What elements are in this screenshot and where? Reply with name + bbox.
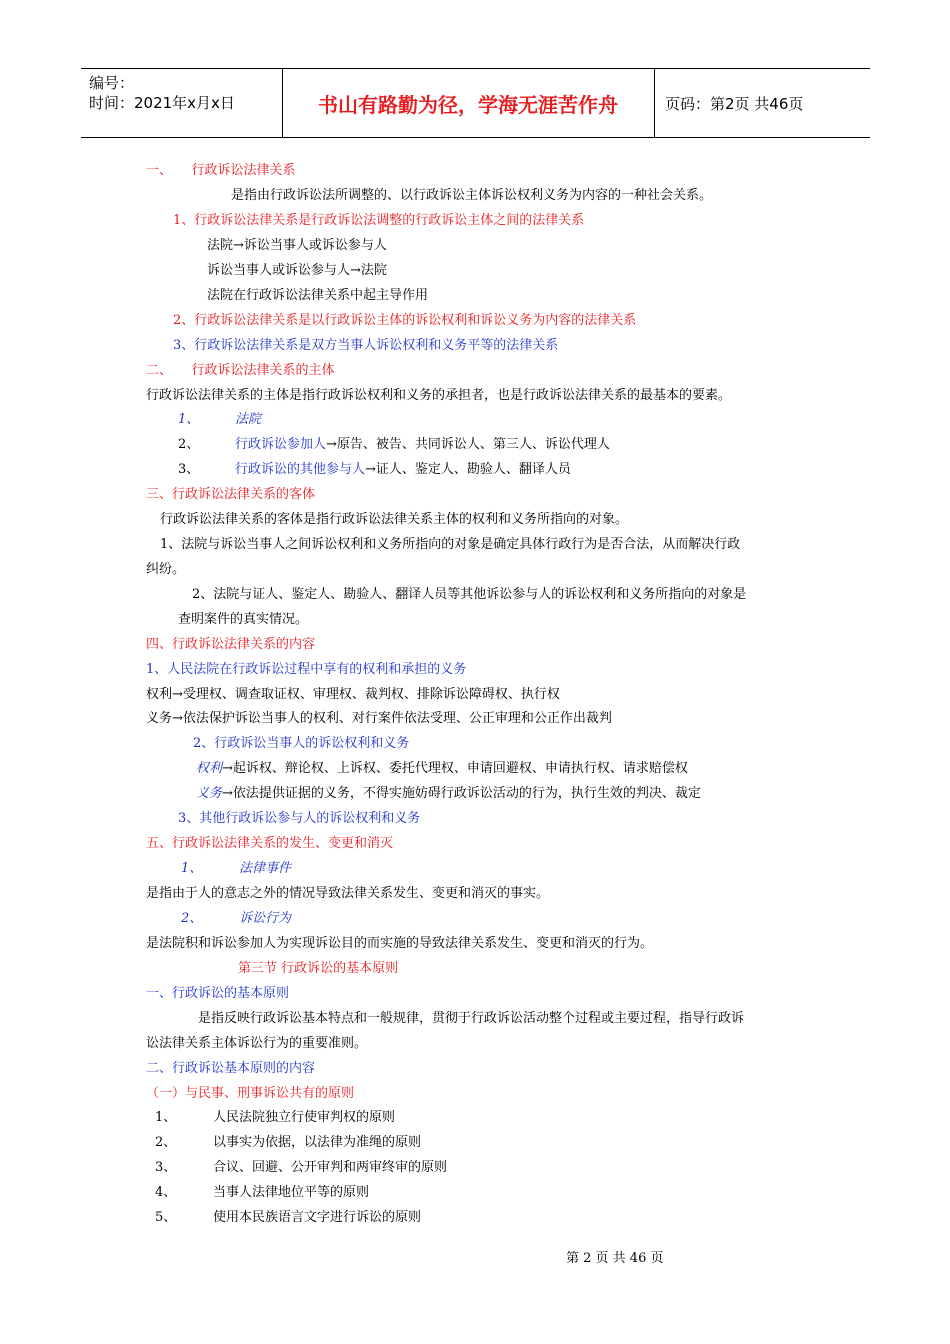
paragraph: 讼法律关系主体诉讼行为的重要准则。 bbox=[146, 1036, 368, 1051]
subheading: 3、其他行政诉讼参与人的诉讼权利和义务 bbox=[178, 811, 421, 826]
document-time-label: 时间：2021年x月x日 bbox=[89, 94, 235, 112]
header-motto: 书山有路勤为径，学海无涯苦作舟 bbox=[318, 92, 618, 117]
list-item-number: 3、 bbox=[155, 1160, 177, 1175]
header-page-label: 页码：第2页 共46页 bbox=[665, 94, 804, 113]
list-item-label: 行政诉讼参加人 bbox=[235, 437, 327, 452]
section-heading: 一、行政诉讼的基本原则 bbox=[146, 986, 290, 1001]
paragraph: 行政诉讼法律关系的客体是指行政诉讼法律关系主体的权利和义务所指向的对象。 bbox=[160, 512, 629, 527]
list-item bbox=[196, 760, 688, 778]
section-heading: 二、行政诉讼基本原则的内容 bbox=[146, 1061, 316, 1076]
section-heading: 二、 行政诉讼法律关系的主体 bbox=[146, 363, 335, 378]
list-item-number: 2、 bbox=[178, 437, 200, 452]
subheading: 1、人民法院在行政诉讼过程中享有的权利和承担的义务 bbox=[146, 662, 467, 677]
list-item-number: 3、 bbox=[178, 462, 200, 477]
subheading: 1、行政诉讼法律关系是行政诉讼法调整的行政诉讼主体之间的法律关系 bbox=[173, 213, 585, 228]
paragraph: 纠纷。 bbox=[146, 562, 186, 577]
list-item-number: 4、 bbox=[155, 1185, 177, 1200]
list-item-number: 1、 bbox=[181, 861, 203, 876]
paragraph: 是指由行政诉讼法所调整的、以行政诉讼主体诉讼权利义务为内容的一种社会关系。 bbox=[231, 188, 713, 203]
paragraph: 法院→诉讼当事人或诉讼参与人 bbox=[207, 238, 387, 253]
paragraph: 是指反映行政诉讼基本特点和一般规律，贯彻于行政诉讼活动整个过程或主要过程，指导行政诉 bbox=[198, 1011, 745, 1026]
list-item-label: 当事人法律地位平等的原则 bbox=[213, 1185, 370, 1200]
paragraph: 行政诉讼法律关系的主体是指行政诉讼权利和义务的承担者，也是行政诉讼法律关系的最基本的要素。 bbox=[146, 388, 732, 403]
header-meta bbox=[89, 73, 235, 113]
paragraph: 1、法院与诉讼当事人之间诉讼权利和义务所指向的对象是确定具体行政行为是否合法，从而解决行政 bbox=[160, 537, 741, 552]
header-divider bbox=[654, 69, 655, 137]
list-item-label: 行政诉讼的其他参与人 bbox=[235, 462, 366, 477]
paragraph: 权利→受理权、调查取证权、审理权、裁判权、排除诉讼障碍权、执行权 bbox=[146, 687, 560, 702]
list-item-detail: →起诉权、辩论权、上诉权、委托代理权、申请回避权、申请执行权、请求赔偿权 bbox=[222, 761, 688, 776]
list-item-label: 法律事件 bbox=[239, 861, 292, 876]
paragraph: 是指由于人的意志之外的情况导致法律关系发生、变更和消灭的事实。 bbox=[146, 886, 550, 901]
section-heading: 一、 行政诉讼法律关系 bbox=[146, 163, 296, 178]
paragraph: 2、法院与证人、鉴定人、勘验人、翻译人员等其他诉讼参与人的诉讼权利和义务所指向的对象是 bbox=[192, 587, 747, 602]
document-number-label: 编号： bbox=[89, 74, 135, 92]
paragraph: 法院在行政诉讼法律关系中起主导作用 bbox=[207, 288, 429, 303]
section-heading: 五、行政诉讼法律关系的发生、变更和消灭 bbox=[146, 836, 394, 851]
chapter-heading: 第三节 行政诉讼的基本原则 bbox=[238, 961, 399, 976]
list-item-number: 1、 bbox=[155, 1110, 177, 1125]
list-item-label: 义务 bbox=[196, 786, 223, 801]
subheading: 3、行政诉讼法律关系是双方当事人诉讼权利和义务平等的法律关系 bbox=[173, 338, 559, 353]
list-item-label: 人民法院独立行使审判权的原则 bbox=[213, 1110, 396, 1125]
subheading: 2、行政诉讼法律关系是以行政诉讼主体的诉讼权利和诉讼义务为内容的法律关系 bbox=[173, 313, 637, 328]
paragraph: 是法院积和诉讼参加人为实现诉讼目的而实施的导致法律关系发生、变更和消灭的行为。 bbox=[146, 936, 654, 951]
list-item-number: 1、 bbox=[178, 412, 200, 427]
list-item-number: 2、 bbox=[155, 1135, 177, 1150]
list-item-label: 合议、回避、公开审判和两审终审的原则 bbox=[213, 1160, 448, 1175]
list-item-detail: →证人、鉴定人、勘验人、翻译人员 bbox=[365, 462, 571, 477]
section-heading: 三、行政诉讼法律关系的客体 bbox=[146, 487, 316, 502]
subheading: 2、行政诉讼当事人的诉讼权利和义务 bbox=[193, 736, 410, 751]
paragraph: 查明案件的真实情况。 bbox=[178, 612, 309, 627]
list-item bbox=[196, 785, 701, 803]
list-item-detail: →依法提供证据的义务，不得实施妨碍行政诉讼活动的行为，执行生效的判决、裁定 bbox=[222, 786, 701, 801]
list-item-number: 5、 bbox=[155, 1210, 177, 1225]
list-item-label: 以事实为依据，以法律为准绳的原则 bbox=[213, 1135, 422, 1150]
section-heading: 四、行政诉讼法律关系的内容 bbox=[146, 637, 316, 652]
list-item-detail: →原告、被告、共同诉讼人、第三人、诉讼代理人 bbox=[326, 437, 610, 452]
paragraph: 诉讼当事人或诉讼参与人→法院 bbox=[207, 263, 387, 278]
paragraph: 义务→依法保护诉讼当事人的权利、对行案件依法受理、公正审理和公正作出裁判 bbox=[146, 711, 612, 726]
list-item-label: 诉讼行为 bbox=[239, 911, 292, 926]
list-item bbox=[235, 461, 571, 479]
list-item-label: 法院 bbox=[235, 412, 262, 427]
page-header bbox=[81, 68, 870, 138]
page-footer: 第 2 页 共 46 页 bbox=[566, 1251, 664, 1266]
subheading: （一）与民事、刑事诉讼共有的原则 bbox=[146, 1086, 355, 1101]
list-item bbox=[235, 436, 610, 454]
list-item-label: 权利 bbox=[196, 761, 223, 776]
list-item-label: 使用本民族语言文字进行诉讼的原则 bbox=[213, 1210, 422, 1225]
list-item-number: 2、 bbox=[181, 911, 203, 926]
